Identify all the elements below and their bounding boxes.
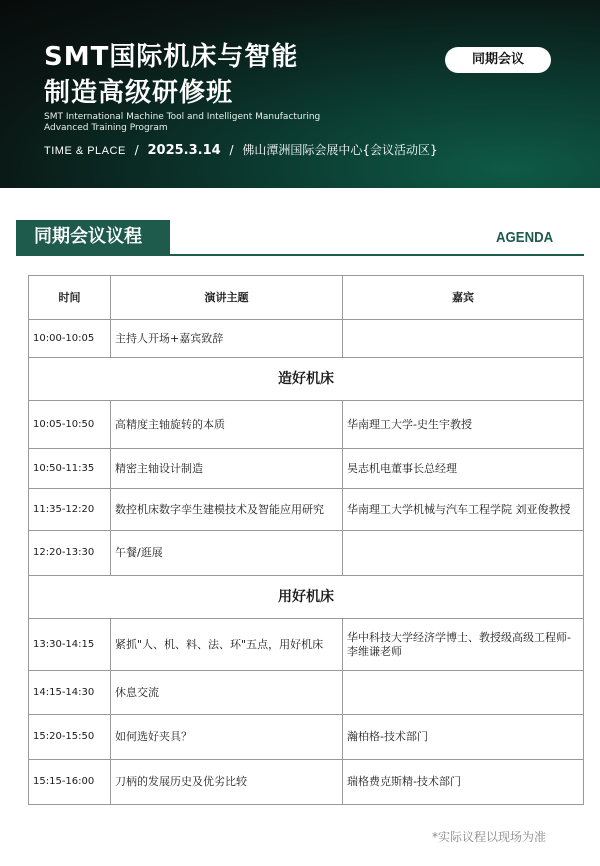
row-topic: 如何选好夹具？ — [111, 715, 343, 760]
separator: / — [134, 143, 139, 157]
table-row — [29, 715, 584, 760]
time-place-label: TIME & PLACE — [44, 145, 126, 157]
row-time: 15:15-16:00 — [29, 760, 111, 805]
header-banner — [0, 0, 600, 188]
event-title-line1: SMT国际机床与智能 — [44, 42, 299, 72]
row-guest: 华南理工大学-史生宇教授 — [343, 401, 584, 449]
row-time: 13:30-14:15 — [29, 619, 111, 671]
separator: / — [229, 143, 234, 157]
row-topic: 数控机床数字孪生建模技术及智能应用研究 — [111, 489, 343, 531]
row-guest: 华南理工大学机械与汽车工程学院 刘亚俊教授 — [343, 489, 584, 531]
agenda-title: 同期会议议程 — [16, 220, 170, 254]
row-topic: 紧抓"人、机、料、法、环"五点，用好机床 — [111, 619, 343, 671]
section-title: 造好机床 — [29, 358, 584, 401]
section-row — [29, 358, 584, 401]
table-row — [29, 671, 584, 715]
agenda-title-en: AGENDA — [496, 229, 554, 246]
row-time: 15:20-15:50 — [29, 715, 111, 760]
row-time: 14:15-14:30 — [29, 671, 111, 715]
row-guest — [343, 671, 584, 715]
column-header-time: 时间 — [29, 276, 111, 320]
table-row — [29, 531, 584, 576]
row-topic: 午餐/逛展 — [111, 531, 343, 576]
subtitle-line1: SMT International Machine Tool and Intelligent Manufacturing — [44, 112, 321, 122]
time-place — [44, 141, 438, 158]
column-header-topic: 演讲主题 — [111, 276, 343, 320]
row-topic: 刀柄的发展历史及优劣比较 — [111, 760, 343, 805]
row-guest: 昊志机电董事长总经理 — [343, 449, 584, 489]
row-time: 11:35-12:20 — [29, 489, 111, 531]
row-guest — [343, 320, 584, 358]
row-time: 10:00-10:05 — [29, 320, 111, 358]
footnote: *实际议程以现场为准 — [432, 830, 547, 844]
row-guest: 华中科技大学经济学博士、教授级高级工程师-李维谦老师 — [343, 619, 584, 671]
table-row — [29, 401, 584, 449]
section-row — [29, 576, 584, 619]
table-header-row — [29, 276, 584, 320]
agenda-table — [28, 275, 584, 805]
column-header-guest: 嘉宾 — [343, 276, 584, 320]
row-time: 10:50-11:35 — [29, 449, 111, 489]
agenda-table-container — [28, 275, 583, 805]
row-time: 12:20-13:30 — [29, 531, 111, 576]
event-title-line2: 制造高级研修班 — [44, 78, 234, 108]
agenda-divider — [16, 254, 584, 256]
row-topic: 休息交流 — [111, 671, 343, 715]
table-row — [29, 760, 584, 805]
event-date: 2025.3.14 — [147, 143, 221, 158]
table-row — [29, 320, 584, 358]
row-guest: 瀚柏格-技术部门 — [343, 715, 584, 760]
table-row — [29, 619, 584, 671]
row-guest — [343, 531, 584, 576]
row-topic: 高精度主轴旋转的本质 — [111, 401, 343, 449]
row-topic: 主持人开场+嘉宾致辞 — [111, 320, 343, 358]
row-topic: 精密主轴设计制造 — [111, 449, 343, 489]
row-guest: 瑞格费克斯精-技术部门 — [343, 760, 584, 805]
subtitle-line2: Advanced Training Program — [44, 123, 168, 133]
row-time: 10:05-10:50 — [29, 401, 111, 449]
table-row — [29, 449, 584, 489]
event-subtitle-en — [44, 112, 344, 134]
event-venue: 佛山潭洲国际会展中心{会议活动区} — [242, 143, 438, 157]
section-title: 用好机床 — [29, 576, 584, 619]
concurrent-meeting-badge: 同期会议 — [445, 47, 551, 73]
table-row — [29, 489, 584, 531]
